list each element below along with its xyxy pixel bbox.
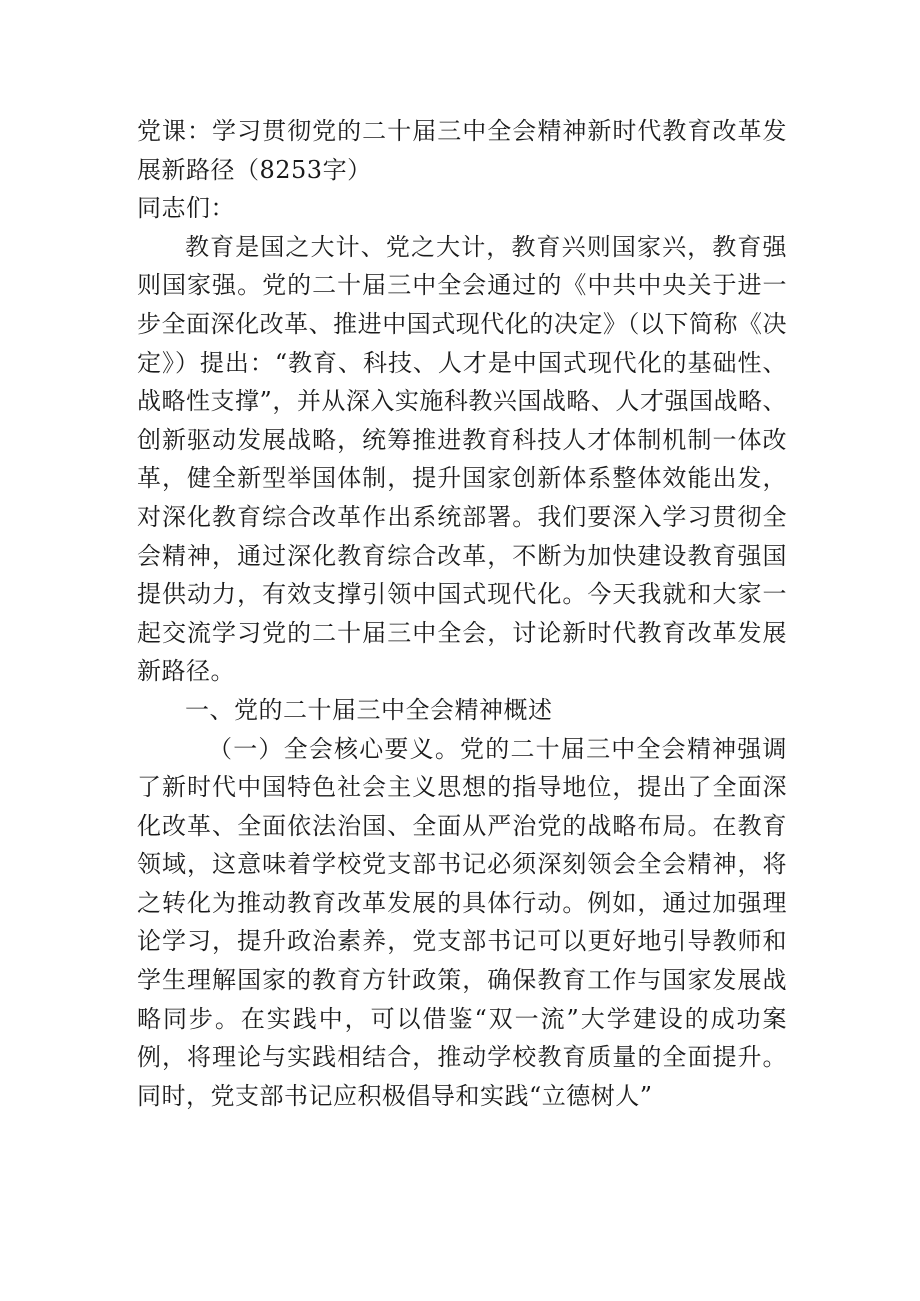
document-body [137, 112, 787, 1115]
intro-paragraph: 教育是国之大计、党之大计，教育兴则国家兴，教育强则国家强。党的二十届三中全会通过的《中共中央关于进一步全面深化改革、推进中国式现代化的决定》（以下简称《决定》）提出：“教育、科技、人才是中国式现代化的基础性、战略性支撑”，并从深入实施科教兴国战略、人才强国战略、创新驱动发展战略，统筹推进教育科技人才体制机制一体改革，健全新型举国体制，提升国家创新体系整体效能出发，对深化教育综合改革作出系统部署。我们要深入学习贯彻全会精神，通过深化教育综合改革，不断为加快建设教育强国提供动力，有效支撑引领中国式现代化。今天我就和大家一起交流学习党的二十届三中全会，讨论新时代教育改革发展新路径。 [137, 232, 787, 686]
section-heading: 一、党的二十届三中全会精神概述 [185, 695, 553, 724]
salutation: 同志们： [137, 194, 235, 223]
subsection-paragraph: （一）全会核心要义。党的二十届三中全会精神强调了新时代中国特色社会主义思想的指导地位，提出了全面深化改革、全面依法治国、全面从严治党的战略布局。在教育领域，这意味着学校党支部书记必须深刻领会全会精神，将之转化为推动教育改革发展的具体行动。例如，通过加强理论学习，提升政治素养，党支部书记可以更好地引导教师和学生理解国家的教育方针政策，确保教育工作与国家发展战略同步。在实践中，可以借鉴“双一流”大学建设的成功案例，将理论与实践相结合，推动学校教育质量的全面提升。同时，党支部书记应积极倡导和实践“立德树人” [137, 734, 787, 1110]
document-title: 党课：学习贯彻党的二十届三中全会精神新时代教育改革发展新路径（8253字） [137, 117, 787, 184]
